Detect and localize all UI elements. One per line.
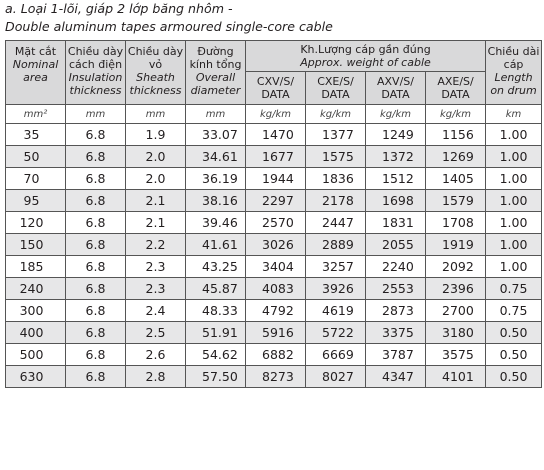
cell-insulation: 6.8 <box>66 344 126 366</box>
cell-nominal-area: 150 <box>6 234 66 256</box>
cell-insulation: 6.8 <box>66 256 126 278</box>
cell-diameter: 36.19 <box>186 168 246 190</box>
unit-diameter: mm <box>186 105 246 124</box>
unit-nominal-area: mm² <box>6 105 66 124</box>
cell-weight-axv: 3787 <box>366 344 426 366</box>
cell-weight-axv: 2240 <box>366 256 426 278</box>
cell-nominal-area: 500 <box>6 344 66 366</box>
cell-weight-axv: 1512 <box>366 168 426 190</box>
cell-length: 0.75 <box>486 278 542 300</box>
cell-weight-cxv: 5916 <box>246 322 306 344</box>
table-row <box>6 212 542 234</box>
table-row <box>6 124 542 146</box>
header-length-on-drum <box>486 41 542 105</box>
cell-nominal-area: 400 <box>6 322 66 344</box>
table-row <box>6 366 542 388</box>
cell-nominal-area: 240 <box>6 278 66 300</box>
cell-insulation: 6.8 <box>66 212 126 234</box>
header-nominal-area <box>6 41 66 105</box>
cell-weight-axe: 1156 <box>426 124 486 146</box>
cell-insulation: 6.8 <box>66 234 126 256</box>
cell-weight-axv: 1372 <box>366 146 426 168</box>
cell-weight-cxv: 6882 <box>246 344 306 366</box>
cell-weight-cxe: 1575 <box>306 146 366 168</box>
cell-length: 1.00 <box>486 256 542 278</box>
cell-diameter: 51.91 <box>186 322 246 344</box>
unit-insulation: mm <box>66 105 126 124</box>
cell-weight-axv: 2055 <box>366 234 426 256</box>
cell-weight-axv: 1249 <box>366 124 426 146</box>
cell-weight-axv: 1831 <box>366 212 426 234</box>
cell-length: 0.50 <box>486 366 542 388</box>
cell-sheath: 2.0 <box>126 146 186 168</box>
cell-nominal-area: 185 <box>6 256 66 278</box>
cell-length: 1.00 <box>486 190 542 212</box>
cell-insulation: 6.8 <box>66 300 126 322</box>
cell-insulation: 6.8 <box>66 190 126 212</box>
header-overall-diameter <box>186 41 246 105</box>
table-row <box>6 190 542 212</box>
unit-weight-axe: kg/km <box>426 105 486 124</box>
table-row <box>6 300 542 322</box>
table-row <box>6 146 542 168</box>
header-overall-diameter-en: Overall diameter <box>190 71 241 97</box>
cell-weight-axe: 4101 <box>426 366 486 388</box>
cell-sheath: 2.2 <box>126 234 186 256</box>
header-approx-weight <box>246 41 486 72</box>
cell-weight-cxe: 6669 <box>306 344 366 366</box>
cell-sheath: 2.3 <box>126 278 186 300</box>
cell-weight-cxe: 1836 <box>306 168 366 190</box>
cell-diameter: 43.25 <box>186 256 246 278</box>
cell-weight-cxe: 2889 <box>306 234 366 256</box>
cable-spec-table <box>5 40 542 388</box>
cell-nominal-area: 630 <box>6 366 66 388</box>
cell-insulation: 6.8 <box>66 322 126 344</box>
cell-weight-cxv: 1944 <box>246 168 306 190</box>
table-row <box>6 278 542 300</box>
cell-length: 0.50 <box>486 344 542 366</box>
cell-weight-axv: 1698 <box>366 190 426 212</box>
cell-diameter: 34.61 <box>186 146 246 168</box>
cell-sheath: 2.6 <box>126 344 186 366</box>
cell-sheath: 2.4 <box>126 300 186 322</box>
cell-length: 1.00 <box>486 212 542 234</box>
cell-weight-cxe: 2447 <box>306 212 366 234</box>
cell-insulation: 6.8 <box>66 124 126 146</box>
cell-nominal-area: 300 <box>6 300 66 322</box>
cell-weight-axe: 2396 <box>426 278 486 300</box>
cell-insulation: 6.8 <box>66 168 126 190</box>
cell-insulation: 6.8 <box>66 278 126 300</box>
cell-sheath: 2.0 <box>126 168 186 190</box>
cell-length: 0.50 <box>486 322 542 344</box>
cell-weight-cxv: 8273 <box>246 366 306 388</box>
header-insulation-thickness <box>66 41 126 105</box>
cell-weight-axe: 1919 <box>426 234 486 256</box>
header-approx-weight-vi: Kh.Lượng cáp gần đúng <box>300 43 431 56</box>
header-insulation-thickness-en: Insulation thickness <box>68 71 123 97</box>
caption-vietnamese: a. Loại 1-lõi, giáp 2 lớp băng nhôm - <box>5 1 233 16</box>
cell-weight-cxe: 4619 <box>306 300 366 322</box>
cell-nominal-area: 95 <box>6 190 66 212</box>
cell-nominal-area: 50 <box>6 146 66 168</box>
cell-nominal-area: 70 <box>6 168 66 190</box>
cell-weight-cxv: 2297 <box>246 190 306 212</box>
cell-diameter: 57.50 <box>186 366 246 388</box>
cell-weight-axv: 2873 <box>366 300 426 322</box>
unit-length: km <box>486 105 542 124</box>
header-overall-diameter-vi: Đường kính tổng <box>189 45 242 71</box>
caption-english: Double aluminum tapes armoured single-core cable <box>5 19 333 34</box>
cell-length: 0.75 <box>486 300 542 322</box>
cell-sheath: 1.9 <box>126 124 186 146</box>
table-body <box>6 105 542 388</box>
cell-length: 1.00 <box>486 234 542 256</box>
cell-weight-axe: 3180 <box>426 322 486 344</box>
cell-weight-cxe: 3257 <box>306 256 366 278</box>
unit-weight-cxv: kg/km <box>246 105 306 124</box>
cell-insulation: 6.8 <box>66 146 126 168</box>
cell-length: 1.00 <box>486 168 542 190</box>
cell-diameter: 33.07 <box>186 124 246 146</box>
cell-sheath: 2.8 <box>126 366 186 388</box>
cell-sheath: 2.1 <box>126 190 186 212</box>
units-row <box>6 105 542 124</box>
cell-diameter: 38.16 <box>186 190 246 212</box>
header-insulation-thickness-vi: Chiều dày cách điện <box>67 45 124 71</box>
header-weight-axv: AXV/S/ DATA <box>366 72 426 105</box>
cell-weight-axe: 2700 <box>426 300 486 322</box>
header-sheath-thickness <box>126 41 186 105</box>
cell-weight-axe: 1405 <box>426 168 486 190</box>
cell-weight-cxv: 3404 <box>246 256 306 278</box>
cell-sheath: 2.5 <box>126 322 186 344</box>
header-sheath-thickness-en: Sheath thickness <box>129 71 182 97</box>
cell-weight-axe: 1269 <box>426 146 486 168</box>
cell-weight-axe: 1579 <box>426 190 486 212</box>
cell-weight-cxe: 5722 <box>306 322 366 344</box>
cell-nominal-area: 120 <box>6 212 66 234</box>
header-length-on-drum-vi: Chiều dài cáp <box>487 45 540 71</box>
cell-length: 1.00 <box>486 124 542 146</box>
table-row <box>6 234 542 256</box>
cell-weight-axe: 1708 <box>426 212 486 234</box>
cell-length: 1.00 <box>486 146 542 168</box>
cell-weight-cxe: 8027 <box>306 366 366 388</box>
header-approx-weight-en: Approx. weight of cable <box>300 56 431 69</box>
cell-diameter: 54.62 <box>186 344 246 366</box>
cell-weight-cxv: 1677 <box>246 146 306 168</box>
unit-weight-cxe: kg/km <box>306 105 366 124</box>
cell-sheath: 2.3 <box>126 256 186 278</box>
table-row <box>6 168 542 190</box>
cell-weight-cxe: 3926 <box>306 278 366 300</box>
cell-diameter: 41.61 <box>186 234 246 256</box>
header-nominal-area-vi: Mặt cắt <box>14 45 57 58</box>
header-weight-cxv: CXV/S/ DATA <box>246 72 306 105</box>
cell-diameter: 39.46 <box>186 212 246 234</box>
cell-weight-axe: 2092 <box>426 256 486 278</box>
cell-sheath: 2.1 <box>126 212 186 234</box>
table-row <box>6 256 542 278</box>
cell-weight-cxv: 4083 <box>246 278 306 300</box>
header-weight-cxe: CXE/S/ DATA <box>306 72 366 105</box>
cell-diameter: 45.87 <box>186 278 246 300</box>
unit-weight-axv: kg/km <box>366 105 426 124</box>
cell-weight-cxv: 4792 <box>246 300 306 322</box>
cell-weight-axv: 4347 <box>366 366 426 388</box>
table-row <box>6 322 542 344</box>
cell-weight-cxe: 2178 <box>306 190 366 212</box>
unit-sheath: mm <box>126 105 186 124</box>
cell-weight-axe: 3575 <box>426 344 486 366</box>
cell-weight-cxv: 1470 <box>246 124 306 146</box>
cell-weight-axv: 3375 <box>366 322 426 344</box>
header-weight-axe: AXE/S/ DATA <box>426 72 486 105</box>
cell-weight-axv: 2553 <box>366 278 426 300</box>
header-nominal-area-en: Nominal area <box>12 58 59 84</box>
cell-weight-cxv: 3026 <box>246 234 306 256</box>
table-row <box>6 344 542 366</box>
cell-nominal-area: 35 <box>6 124 66 146</box>
header-length-on-drum-en: Length on drum <box>490 71 537 97</box>
cell-diameter: 48.33 <box>186 300 246 322</box>
cell-insulation: 6.8 <box>66 366 126 388</box>
cell-weight-cxe: 1377 <box>306 124 366 146</box>
header-sheath-thickness-vi: Chiều dày vỏ <box>127 45 184 71</box>
cell-weight-cxv: 2570 <box>246 212 306 234</box>
